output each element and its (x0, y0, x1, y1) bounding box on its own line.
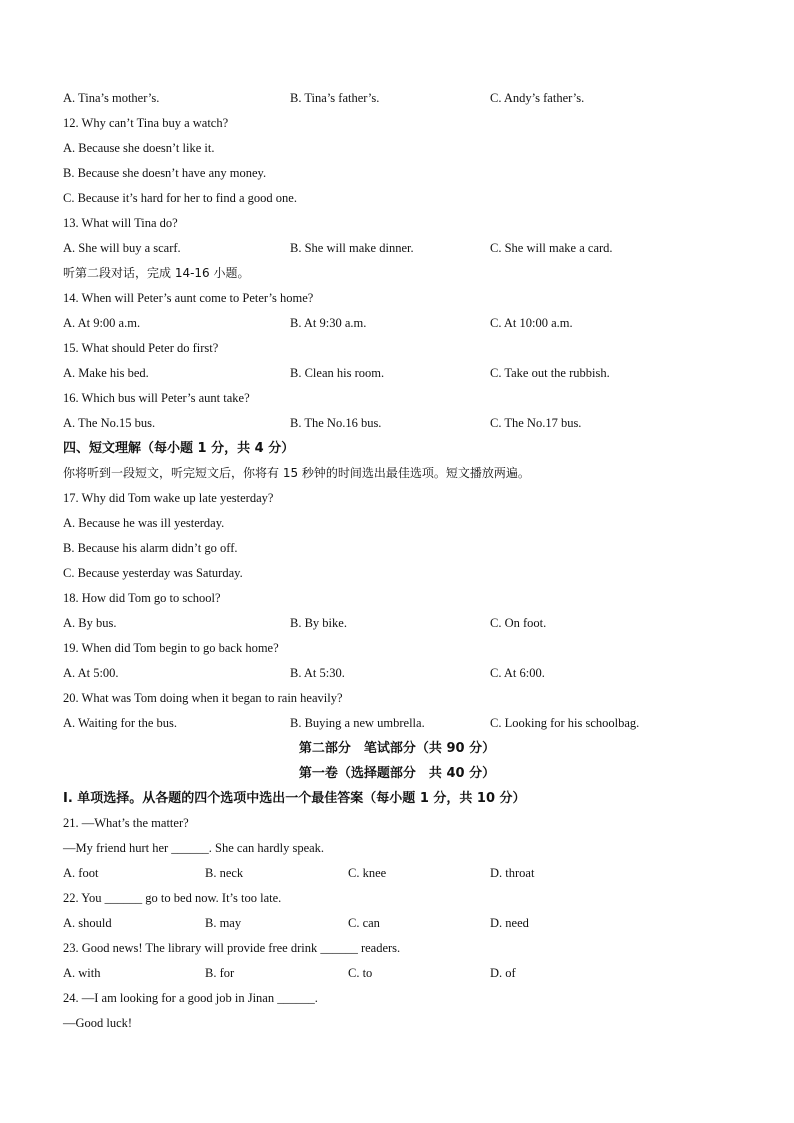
option-d: D. throat (490, 866, 535, 880)
option-b: B. Buying a new umbrella. (290, 716, 425, 730)
option-a: A. with (63, 966, 101, 980)
option-d: D. of (490, 966, 516, 980)
option-c: C. to (348, 966, 373, 980)
question-text: —My friend hurt her ______. She can hardly speak. (63, 841, 325, 855)
option-b: B. She will make dinner. (290, 241, 414, 255)
option-c: C. On foot. (490, 616, 547, 630)
option-b: B. may (205, 916, 242, 930)
option-b: B. for (205, 966, 235, 980)
question-text: C. Because yesterday was Saturday. (63, 566, 243, 580)
option-b: B. Clean his room. (290, 366, 385, 380)
question-text: 18. How did Tom go to school? (63, 591, 221, 605)
question-text: 14. When will Peter’s aunt come to Peter’s home? (63, 291, 314, 305)
question-text: 24. —I am looking for a good job in Jinan ______. (63, 991, 318, 1005)
question-text: 16. Which bus will Peter’s aunt take? (63, 391, 250, 405)
question-text: 23. Good news! The library will provide free drink ______ readers. (63, 941, 401, 955)
option-c: C. At 10:00 a.m. (490, 316, 573, 330)
option-c: C. Andy’s father’s. (490, 91, 585, 105)
question-text: —Good luck! (63, 1016, 133, 1030)
option-a: A. Waiting for the bus. (63, 716, 178, 730)
question-text: 12. Why can’t Tina buy a watch? (63, 116, 229, 130)
option-a: A. By bus. (63, 616, 117, 630)
question-text: 22. You ______ go to bed now. It’s too late. (63, 891, 282, 905)
instruction-text: 你将听到一段短文，听完短文后，你将有 15 秒钟的时间选出最佳选项。短文播放两遍。 (63, 466, 530, 480)
option-a: A. Make his bed. (63, 366, 149, 380)
option-a: A. The No.15 bus. (63, 416, 156, 430)
option-c: C. knee (348, 866, 387, 880)
option-a: A. She will buy a scarf. (63, 241, 181, 255)
question-text: 13. What will Tina do? (63, 216, 178, 230)
option-a: A. foot (63, 866, 99, 880)
part-title: 第二部分 笔试部分（共 90 分） (298, 741, 496, 756)
option-d: D. need (490, 916, 529, 930)
question-text: A. Because she doesn’t like it. (63, 141, 215, 155)
option-a: A. Tina’s mother’s. (63, 91, 160, 105)
question-text: B. Because she doesn’t have any money. (63, 166, 267, 180)
option-c: C. Take out the rubbish. (490, 366, 610, 380)
instruction-text: 听第二段对话，完成 14-16 小题。 (63, 266, 250, 280)
question-text: A. Because he was ill yesterday. (63, 516, 225, 530)
option-c: C. Looking for his schoolbag. (490, 716, 640, 730)
option-a: A. At 9:00 a.m. (63, 316, 141, 330)
question-text: C. Because it’s hard for her to find a good one. (63, 191, 297, 205)
question-text: B. Because his alarm didn’t go off. (63, 541, 238, 555)
question-text: 17. Why did Tom wake up late yesterday? (63, 491, 274, 505)
option-a: A. should (63, 916, 112, 930)
option-b: B. The No.16 bus. (290, 416, 382, 430)
option-b: B. By bike. (290, 616, 347, 630)
option-b: B. Tina’s father’s. (290, 91, 380, 105)
option-c: C. She will make a card. (490, 241, 613, 255)
option-c: C. can (348, 916, 380, 930)
option-b: B. At 9:30 a.m. (290, 316, 367, 330)
option-b: B. At 5:30. (290, 666, 345, 680)
question-text: 20. What was Tom doing when it began to rain heavily? (63, 691, 343, 705)
part-title: 第一卷（选择题部分 共 40 分） (298, 766, 496, 781)
option-a: A. At 5:00. (63, 666, 119, 680)
question-text: 21. —What’s the matter? (63, 816, 189, 830)
question-text: 15. What should Peter do first? (63, 341, 219, 355)
option-c: C. The No.17 bus. (490, 416, 582, 430)
section-heading: Ⅰ. 单项选择。从各题的四个选项中选出一个最佳答案（每小题 1 分，共 10 分） (63, 791, 526, 806)
question-text: 19. When did Tom begin to go back home? (63, 641, 279, 655)
section-heading: 四、短文理解（每小题 1 分，共 4 分） (63, 441, 295, 456)
option-c: C. At 6:00. (490, 666, 545, 680)
option-b: B. neck (205, 866, 244, 880)
